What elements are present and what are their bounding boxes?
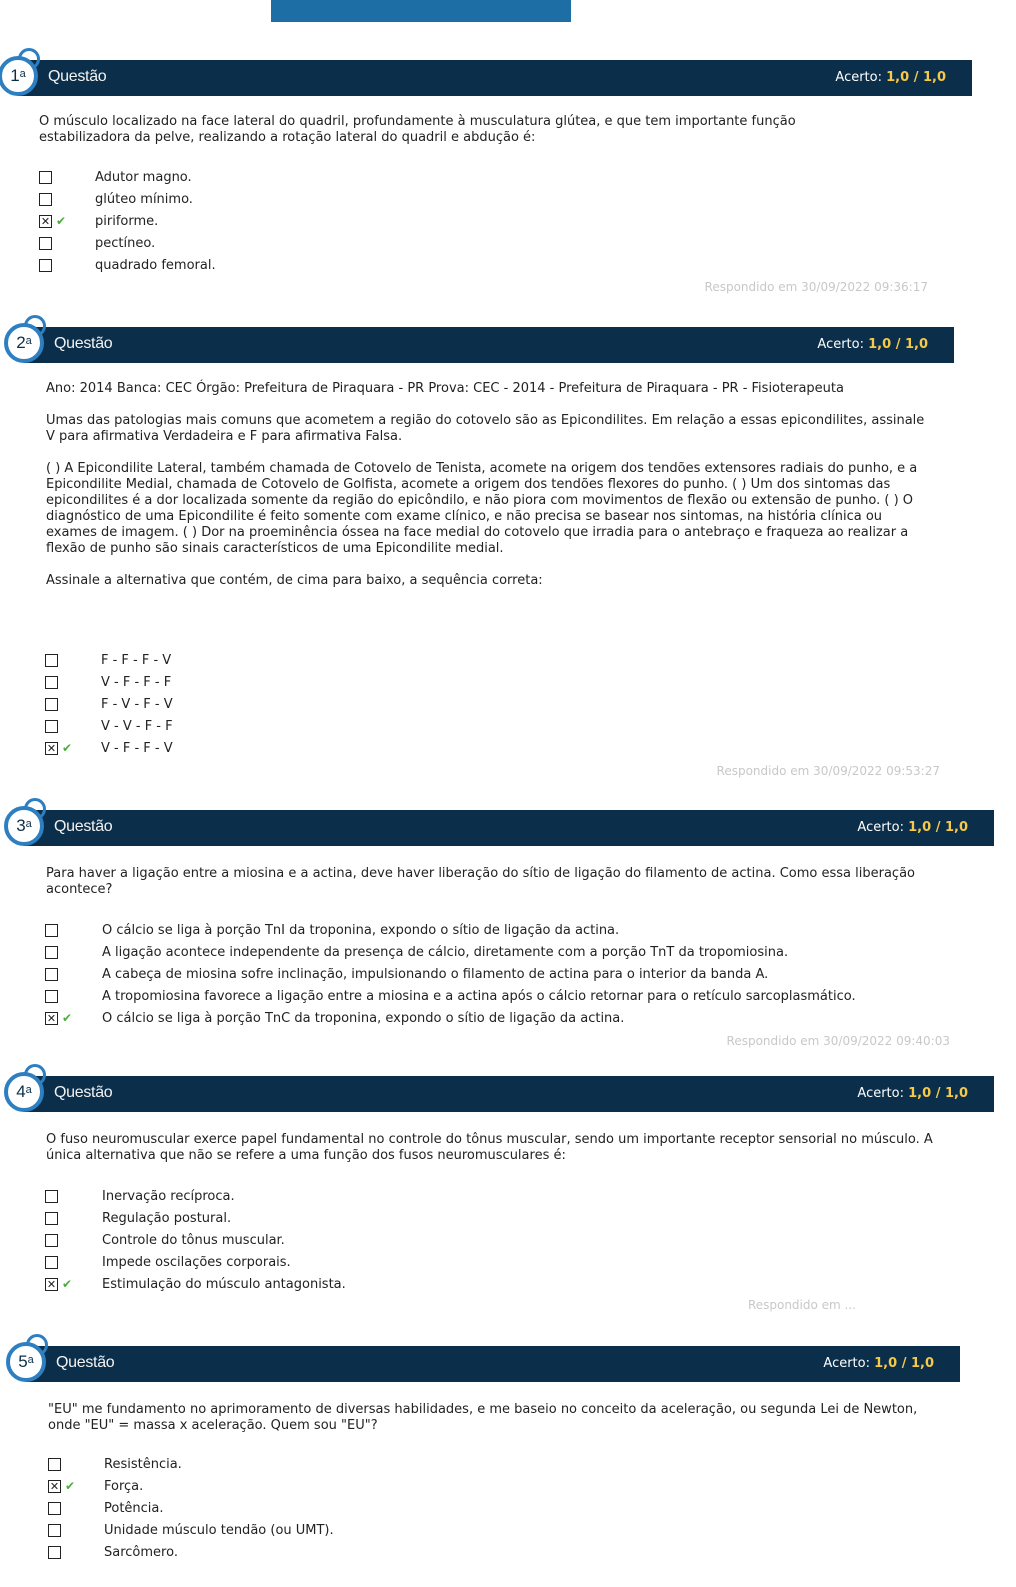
correct-check-icon: ✔ <box>62 1277 73 1291</box>
correct-check-icon: ✔ <box>62 741 73 755</box>
question-title: Questão <box>54 1084 113 1101</box>
question-header <box>24 810 994 846</box>
checkbox-checked[interactable]: ✕ <box>46 742 57 755</box>
question-title: Questão <box>54 818 113 835</box>
score: Acerto: 1,0 / 1,0 <box>857 820 968 835</box>
question-number-badge: 5 $^a$ <box>6 1342 46 1382</box>
question-header <box>24 327 954 363</box>
checkbox[interactable] <box>45 698 58 711</box>
checkbox[interactable] <box>45 968 58 981</box>
checkbox[interactable] <box>39 237 52 250</box>
checkbox[interactable] <box>39 259 52 272</box>
question-title: Questão <box>56 1354 115 1371</box>
checkbox[interactable] <box>48 1546 61 1559</box>
checkbox[interactable] <box>45 1234 58 1247</box>
correct-check-icon: ✔ <box>62 1011 73 1025</box>
checkbox[interactable] <box>45 990 58 1003</box>
checkbox[interactable] <box>45 676 58 689</box>
top-banner <box>271 0 571 22</box>
question-number-badge: 4 $^a$ <box>4 1072 44 1112</box>
answered-timestamp: Respondido em 30/09/2022 09:40:03 <box>726 1034 950 1048</box>
checkbox[interactable] <box>45 654 58 667</box>
checkbox[interactable] <box>45 1190 58 1203</box>
question-header <box>26 1346 960 1382</box>
question-title: Questão <box>48 68 107 85</box>
checkbox[interactable] <box>39 171 52 184</box>
checkbox[interactable] <box>45 1256 58 1269</box>
question-number-badge: 2 $^a$ <box>4 323 44 363</box>
score: Acerto: 1,0 / 1,0 <box>835 70 946 85</box>
checkbox[interactable] <box>48 1502 61 1515</box>
answered-timestamp: Respondido em ... <box>747 1298 856 1312</box>
question-title: Questão <box>54 335 113 352</box>
checkbox[interactable] <box>48 1458 61 1471</box>
checkbox-checked[interactable]: ✕ <box>46 1012 57 1025</box>
question-text: O fuso neuromuscular exerce papel fundamental no controle do tônus muscular, sendo um importante receptor sensorial no músculo. A única alternativa que não se refere a uma função dos fusos neuromusculares é: <box>46 1132 933 1163</box>
question-header <box>24 1076 994 1112</box>
checkbox-checked[interactable]: ✕ <box>49 1480 60 1493</box>
question-text: "EU" me fundamento no aprimoramento de diversas habilidades, e me baseio no conceito da aceleração, ou segunda Lei de Newton, onde "EU" = massa x aceleração. Quem sou "EU"? <box>48 1402 918 1433</box>
checkbox-checked[interactable]: ✕ <box>46 1278 57 1291</box>
score: Acerto: 1,0 / 1,0 <box>823 1356 934 1371</box>
question-text: O músculo localizado na face lateral do quadril, profundamente à musculatura glútea, e que tem importante função estabilizadora da pelve, realizando a rotação lateral do quadril e abdução é: <box>39 114 796 145</box>
checkbox[interactable] <box>39 193 52 206</box>
checkbox[interactable] <box>45 720 58 733</box>
question-number-badge: 3 $^a$ <box>4 806 44 846</box>
checkbox[interactable] <box>45 924 58 937</box>
question-text: Para haver a ligação entre a miosina e a actina, deve haver liberação do sítio de ligação do filamento de actina. Como essa liberação acontece? <box>46 866 915 897</box>
question-text: Ano: 2014 Banca: CEC Órgão: Prefeitura de Piraquara - PR Prova: CEC - 2014 - Prefeitura de Piraquara - PR - Fisioterapeuta Umas das patologias mais comuns que acometem a região do cotovelo são as Epicondilites. Em relação a essas epicondilites, assinale V para afirmativa Verdadeira e F para afirmativa Falsa. ( ) A Epicondilite Lateral, também chamada de Cotovelo de Tenista, acomete na origem dos tendões extensores radiais do punho, e a Epicondilite Medial, chamada de Cotovelo de Golfista, acomete a origem dos tendões flexores do punho. ( ) Um dos sintomas das epicondilites é a dor localizada somente da região do epicôndilo, e não piora com movimentos de flexão ou extensão de punho. ( ) O diagnóstico de uma Epicondilite é feito somente com exame clínico, e não precisa se basear nos sintomas, na história clínica ou exames de imagem. ( ) Dor na proeminência óssea na face medial do cotovelo que irradia para o antebraço e fraqueza ao realizar a flexão de punho são sinais característicos de uma Epicondilite medial. Assinale a alternativa que contém, de cima para baixo, a sequência correta: <box>46 381 925 588</box>
question-header <box>18 60 972 96</box>
checkbox[interactable] <box>45 946 58 959</box>
score: Acerto: 1,0 / 1,0 <box>857 1086 968 1101</box>
correct-check-icon: ✔ <box>56 214 67 228</box>
correct-check-icon: ✔ <box>65 1479 76 1493</box>
answered-timestamp: Respondido em 30/09/2022 09:53:27 <box>716 764 940 778</box>
checkbox[interactable] <box>48 1524 61 1537</box>
checkbox-checked[interactable]: ✕ <box>40 215 51 228</box>
checkbox[interactable] <box>45 1212 58 1225</box>
question-number-badge: 1 $^a$ <box>0 56 38 96</box>
score: Acerto: 1,0 / 1,0 <box>817 337 928 352</box>
answered-timestamp: Respondido em 30/09/2022 09:36:17 <box>704 280 928 294</box>
